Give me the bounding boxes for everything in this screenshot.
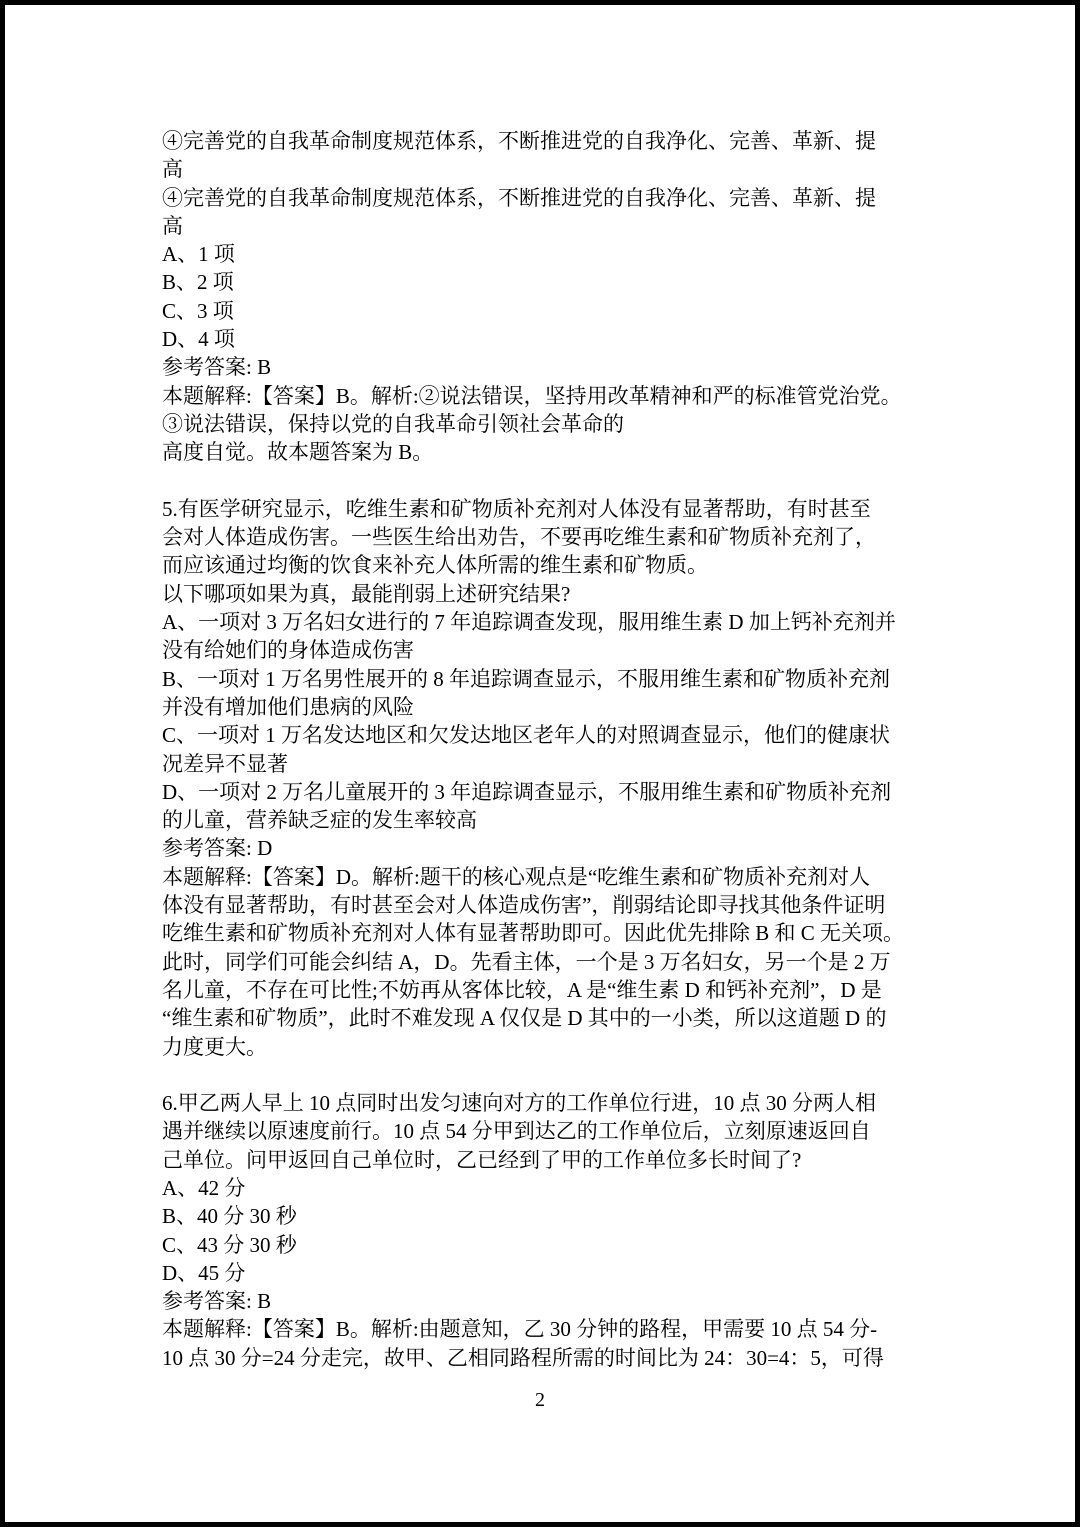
page-number: 2 (535, 1389, 545, 1411)
text-line: C、一项对 1 万名发达地区和欠发达地区老年人的对照调查显示，他们的健康状 (162, 723, 891, 748)
text-line: 遇并继续以原速度前行。10 点 54 分甲到达乙的工作单位后，立刻原速返回自 (162, 1119, 871, 1144)
text-line: 5.有医学研究显示，吃维生素和矿物质补充剂对人体没有显著帮助，有时甚至 (162, 496, 871, 521)
text-line: A、42 分 (162, 1175, 246, 1200)
text-line: 体没有显著帮助，有时甚至会对人体造成伤害”，削弱结论即寻找其他条件证明 (162, 893, 886, 918)
text-line: “维生素和矿物质”，此时不难发现 A 仅仅是 D 其中的一小类，所以这道题 D 的 (162, 1006, 887, 1031)
text-line: 本题解释:【答案】B。解析:由题意知，乙 30 分钟的路程，甲需要 10 点 54 分- (162, 1317, 878, 1342)
text-line: 力度更大。 (162, 1034, 267, 1059)
text-line: 6.甲乙两人早上 10 点同时出发匀速向对方的工作单位行进，10 点 30 分两人相 (162, 1091, 876, 1116)
text-line: A、一项对 3 万名妇女进行的 7 年追踪调查发现，服用维生素 D 加上钙补充剂并 (162, 610, 896, 635)
text-line: 会对人体造成伤害。一些医生给出劝告，不要再吃维生素和矿物质补充剂了， (162, 525, 876, 550)
text-line: C、43 分 30 秒 (162, 1232, 297, 1257)
text-line: ③说法错误，保持以党的自我革命引领社会革命的 (162, 411, 624, 436)
question-5 (162, 495, 944, 1061)
text-line: 以下哪项如果为真，最能削弱上述研究结果? (162, 581, 571, 606)
question-6 (162, 1089, 944, 1372)
text-line: 己单位。问甲返回自己单位时，乙已经到了甲的工作单位多长时间了? (162, 1147, 802, 1172)
text-line: 此时，同学们可能会纠结 A，D。先看主体，一个是 3 万名妇女，另一个是 2 万 (162, 949, 891, 974)
text-line: 而应该通过均衡的饮食来补充人体所需的维生素和矿物质。 (162, 553, 708, 578)
text-line: 参考答案: B (162, 1289, 272, 1314)
page-content (162, 127, 944, 1372)
text-line: 并没有增加他们患病的风险 (162, 694, 414, 719)
question-4-tail (162, 127, 944, 467)
text-line: 名儿童，不存在可比性;不妨再从客体比较，A 是“维生素 D 和钙补充剂”，D 是 (162, 977, 882, 1002)
text-line: 吃维生素和矿物质补充剂对人体有显著帮助即可。因此优先排除 B 和 C 无关项。 (162, 921, 905, 946)
text-line: 高度自觉。故本题答案为 B。 (162, 440, 434, 465)
text-line: 况差异不显著 (162, 751, 288, 776)
text-line: 参考答案: D (162, 836, 273, 861)
text-line: A、1 项 (162, 242, 235, 267)
text-line: ④完善党的自我革命制度规范体系，不断推进党的自我净化、完善、革新、提 (162, 185, 876, 210)
text-line: B、一项对 1 万名男性展开的 8 年追踪调查显示，不服用维生素和矿物质补充剂 (162, 666, 891, 691)
text-line: 的儿童，营养缺乏症的发生率较高 (162, 808, 477, 833)
text-line: 本题解释:【答案】B。解析:②说法错误，坚持用改革精神和严的标准管党治党。 (162, 383, 902, 408)
text-line: D、45 分 (162, 1260, 246, 1285)
text-line: 本题解释:【答案】D。解析:题干的核心观点是“吃维生素和矿物质补充剂对人 (162, 864, 871, 889)
text-line: B、40 分 30 秒 (162, 1204, 297, 1229)
text-line: 高 (162, 213, 183, 238)
text-line: 没有给她们的身体造成伤害 (162, 638, 414, 663)
text-line: D、一项对 2 万名儿童展开的 3 年追踪调查显示，不服用维生素和矿物质补充剂 (162, 779, 892, 804)
text-line: 参考答案: B (162, 355, 272, 380)
text-line: B、2 项 (162, 270, 234, 295)
text-line: 高 (162, 157, 183, 182)
text-line: D、4 项 (162, 327, 235, 352)
text-line: ④完善党的自我革命制度规范体系，不断推进党的自我净化、完善、革新、提 (162, 129, 876, 153)
text-line: C、3 项 (162, 298, 234, 323)
text-line: 10 点 30 分=24 分走完，故甲、乙相同路程所需的时间比为 24：30=4：5，可得 (162, 1345, 884, 1370)
